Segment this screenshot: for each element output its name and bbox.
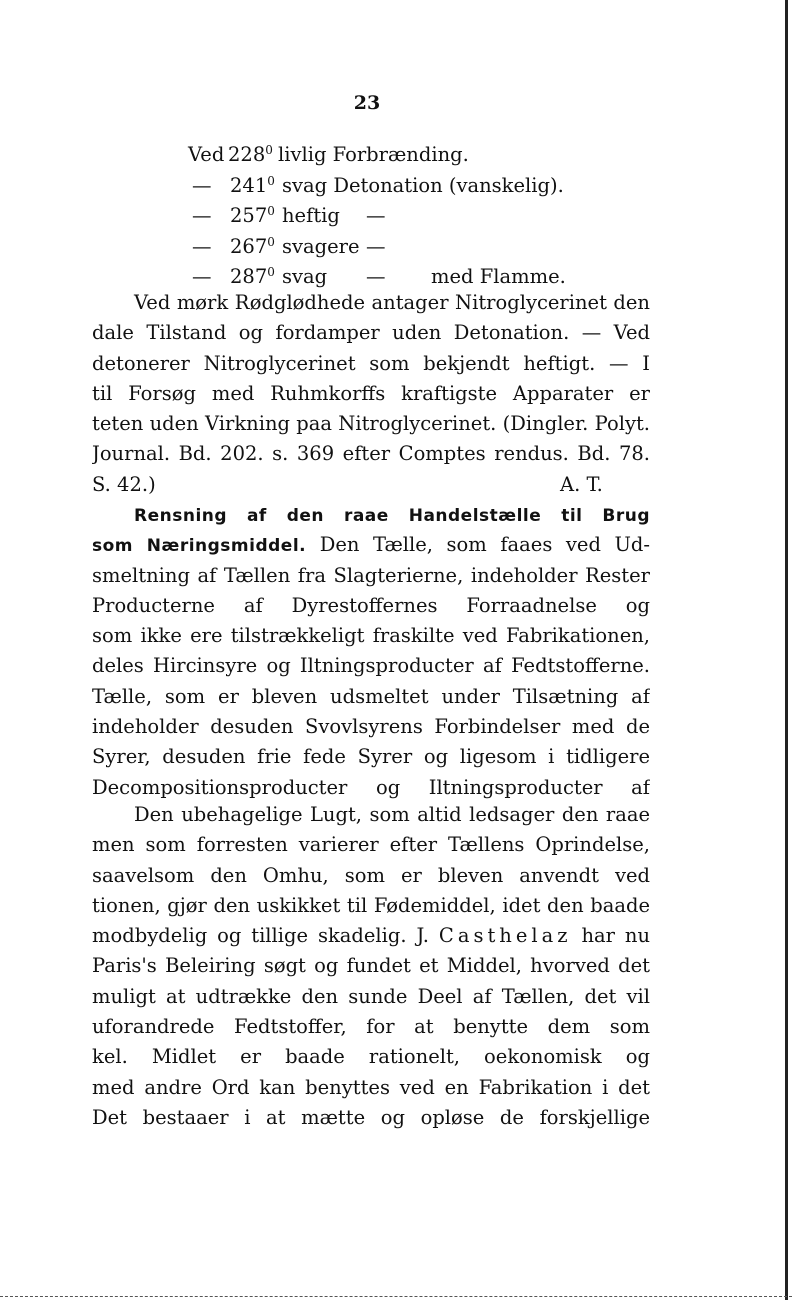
temp-prefix: Ved xyxy=(188,143,225,166)
page-edge-right xyxy=(785,0,788,1300)
text-line: tionen, gjør den uskikket til Fødemiddel, idet den baade xyxy=(92,893,650,917)
signature-line xyxy=(92,470,650,500)
section-heading xyxy=(92,500,650,530)
degree-mark: 0 xyxy=(265,143,273,157)
text-line: S. 42.) xyxy=(92,472,156,496)
text-line: teten uden Virkning paa Nitroglycerinet. (Dingler. Polyt. xyxy=(92,412,650,436)
text-line: Producterne af Dyrestoffernes Forraadnelse og xyxy=(92,593,650,617)
temp-description: livlig Forbrænding. xyxy=(278,143,469,166)
text-line: Paris's Beleiring søgt og fundet et Middel, hvorved det xyxy=(92,954,650,978)
temp-description: heftig xyxy=(282,204,340,227)
degree-mark: 0 xyxy=(267,234,275,249)
text-line: Ved mørk Rødglødhede antager Nitroglycerinet den xyxy=(134,291,650,314)
text-line xyxy=(92,530,650,560)
text-line: Journal. Bd. 202. s. 369 efter Comptes rendus. Bd. 78. xyxy=(92,442,650,466)
text-line: kel. Midlet er baade rationelt, oekonomisk og xyxy=(92,1045,650,1069)
text-line: med andre Ord kan benyttes ved en Fabrikation i det xyxy=(92,1075,650,1099)
degree-mark: 0 xyxy=(267,173,275,188)
page-edge-bottom xyxy=(0,1295,792,1297)
text-line: Det bestaaer i at mætte og opløse de forskjellige xyxy=(92,1105,650,1129)
text-line: smeltning af Tællen fra Slagterierne, indeholder Rester xyxy=(92,563,650,587)
temperature-row xyxy=(188,140,608,171)
temp-dash: — xyxy=(192,234,212,258)
ditto-dash: — xyxy=(366,234,386,258)
temperature-row xyxy=(188,171,608,202)
temp-dash: — xyxy=(192,204,212,227)
text-line: som ikke ere tilstrækkeligt fraskilte ved Fabrikationen, xyxy=(92,624,650,648)
text-line: muligt at udtrække den sunde Deel af Tællen, det vil xyxy=(92,984,650,1008)
text-line xyxy=(92,921,650,951)
paragraph-odor xyxy=(92,800,650,1133)
text-line: Den ubehagelige Lugt, som altid ledsager den raae xyxy=(134,803,650,826)
text-line: Decompositionsproducter og Iltningsproducter af xyxy=(92,775,650,799)
text-span: har nu xyxy=(581,924,650,948)
author-signature: A. T. xyxy=(560,472,603,496)
text-line: indeholder desuden Svovlsyrens Forbindelser med de xyxy=(92,715,650,739)
heading-text: Rensning af den raae Handelstælle til Brug xyxy=(134,506,650,526)
text-line: saavelsom den Omhu, som er bleven anvendt ved xyxy=(92,863,650,887)
paragraph-tallow-refining xyxy=(92,500,650,803)
temperature-row xyxy=(188,232,608,263)
person-name: Casthelaz xyxy=(438,924,572,948)
text-line: deles Hircinsyre og Iltningsproducter af Fedtstofferne. xyxy=(92,654,650,678)
text-line: detonerer Nitroglycerinet som bekjendt heftigt. — I xyxy=(92,351,650,375)
temp-value: 267 xyxy=(230,234,268,258)
text-line: Syrer, desuden frie fede Syrer og ligesom i tidligere xyxy=(92,745,650,769)
temp-value: 241 xyxy=(230,173,268,197)
text-span: Den Tælle, som faaes ved Ud- xyxy=(319,533,650,557)
temp-dash: — xyxy=(192,265,212,288)
ditto-dash: — xyxy=(366,204,386,227)
temp-description: svag Detonation (vanskelig). xyxy=(282,173,564,197)
heading-text: som Næringsmiddel. xyxy=(92,536,307,557)
ditto-dash: — xyxy=(366,265,386,288)
text-line: til Forsøg med Ruhmkorffs kraftigste Apparater er xyxy=(92,381,650,405)
text-line: men som forresten varierer efter Tællens Oprindelse, xyxy=(92,833,650,857)
temp-description: svagere xyxy=(282,234,360,258)
temperature-row xyxy=(188,201,608,232)
text-line: dale Tilstand og fordamper uden Detonation. — Ved xyxy=(92,321,650,345)
temp-value: 257 xyxy=(230,204,268,227)
text-line: Tælle, som er bleven udsmeltet under Tilsætning af xyxy=(92,684,650,708)
temp-description: svag xyxy=(282,265,328,288)
temp-value: 228 xyxy=(228,143,266,166)
temp-extra: med Flamme. xyxy=(431,265,566,288)
paragraph-nitroglycerin xyxy=(92,288,650,500)
text-line: uforandrede Fedtstoffer, for at benytte dem som xyxy=(92,1015,650,1039)
degree-mark: 0 xyxy=(267,265,275,279)
temperature-list xyxy=(188,140,608,293)
temp-value: 287 xyxy=(230,265,268,288)
text-span: modbydelig og tillige skadelig. J. xyxy=(92,924,429,948)
page-number: 23 xyxy=(353,92,381,114)
degree-mark: 0 xyxy=(267,204,275,218)
temp-dash: — xyxy=(192,173,212,197)
